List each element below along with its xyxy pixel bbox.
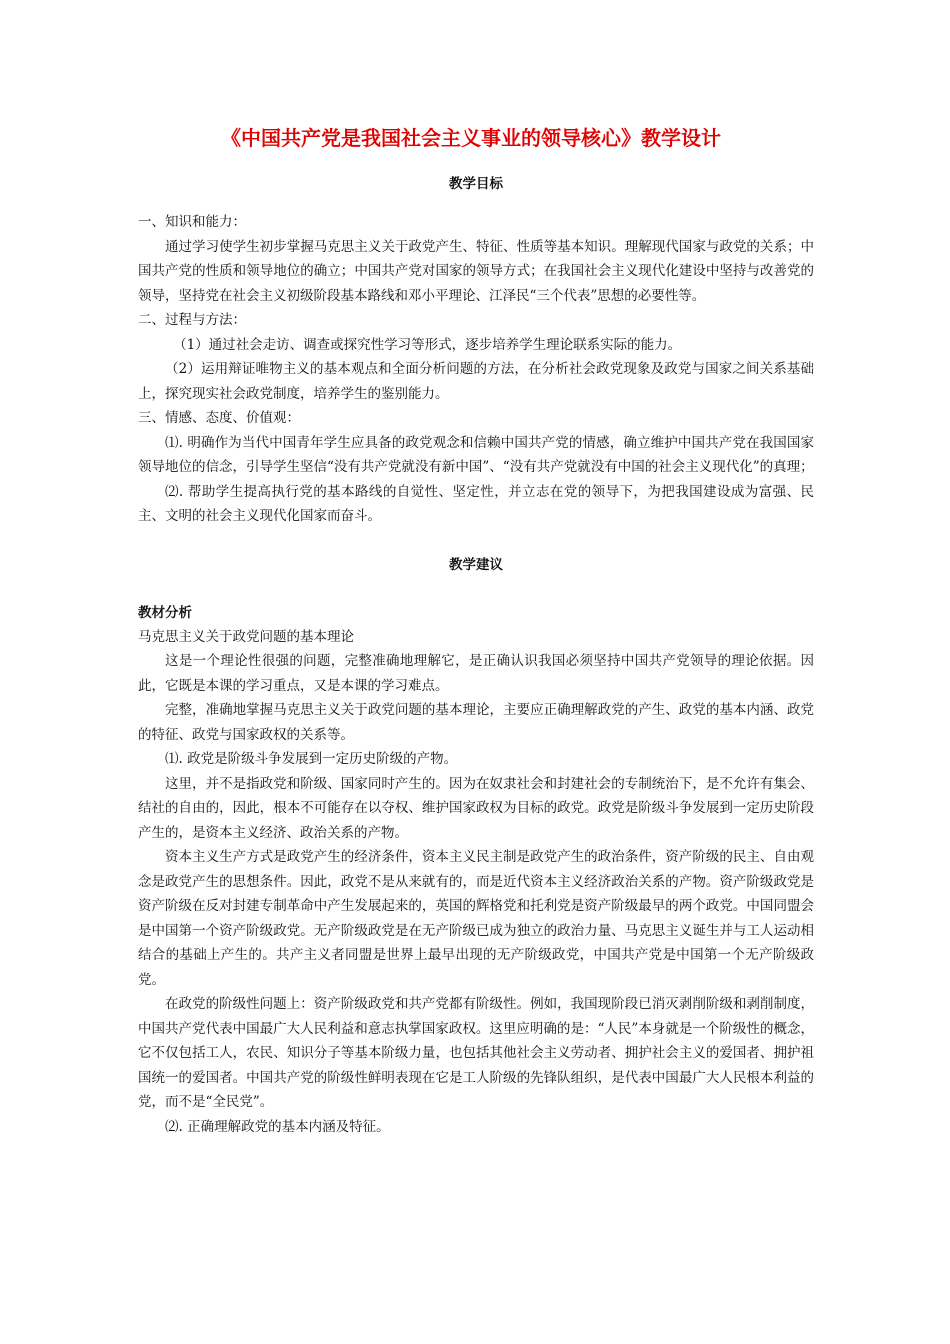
analysis-paragraph-3: 这里，并不是指政党和阶级、国家同时产生的。因为在奴隶社会和封建社会的专制统治下，是不允许有集会、结社的自由的，因此，根本不可能存在以夺权、维护国家政权为目标的政党。政党是阶级斗争发展到一定历史阶段产生的，是资本主义经济、政治关系的产物。 (138, 775, 814, 841)
document-title: 《中国共产党是我国社会主义事业的领导核心》教学设计 (221, 126, 721, 150)
objective-2-item-2: （2）运用辩证唯物主义的基本观点和全面分析问题的方法，在分析社会政党现象及政党与国家之间关系基础上，探究现实社会政党制度，培养学生的鉴别能力。 (138, 361, 814, 402)
analysis-point-1: ⑴. 政党是阶级斗争发展到一定历史阶级的产物。 (165, 751, 458, 767)
objective-2-heading: 二、过程与方法： (138, 312, 246, 328)
subheading-textbook-analysis: 教材分析 (138, 604, 192, 621)
objective-1-heading: 一、知识和能力： (138, 214, 246, 230)
analysis-paragraph-4: 资本主义生产方式是政党产生的经济条件，资本主义民主制是政党产生的政治条件，资产阶级的民主、自由观念是政党产生的思想条件。因此，政党不是从来就有的，而是近代资本主义经济政治关系的产物。资产阶级政党是资产阶级在反对封建专制革命中产生发展起来的，英国的辉格党和托利党是资产阶级最早的两个政党。中国同盟会是中国第一个资产阶级政党。无产阶级政党是在无产阶级已成为独立的政治力量、马克思主义诞生并与工人运动相结合的基础上产生的。共产主义者同盟是世界上最早出现的无产阶级政党，中国共产党是中国第一个无产阶级政党。 (138, 849, 814, 988)
objective-3-item-2: ⑵. 帮助学生提高执行党的基本路线的自觉性、坚定性，并立志在党的领导下，为把我国建设成为富强、民主、文明的社会主义现代化国家而奋斗。 (138, 483, 814, 524)
section-heading-teaching-objectives: 教学目标 (449, 176, 503, 192)
analysis-paragraph-5: 在政党的阶级性问题上：资产阶级政党和共产党都有阶级性。例如，我国现阶段已消灭剥削阶级和剥削制度，中国共产党代表中国最广大人民利益和意志执掌国家政权。这里应明确的是：“人民”本身就是一个阶级性的概念，它不仅包括工人，农民、知识分子等基本阶级力量，也包括其他社会主义劳动者、拥护社会主义的爱国者、拥护祖国统一的爱国者。中国共产党的阶级性鲜明表现在它是工人阶级的先锋队组织，是代表中国最广大人民根本利益的党，而不是“全民党”。 (138, 996, 814, 1110)
objective-1-body: 通过学习使学生初步掌握马克思主义关于政党产生、特征、性质等基本知识。理解现代国家与政党的关系；中国共产党的性质和领导地位的确立；中国共产党对国家的领导方式；在我国社会主义现代化建设中坚持与改善党的领导，坚持党在社会主义初级阶段基本路线和邓小平理论、江泽民“三个代表”思想的必要性等。 (138, 238, 814, 304)
analysis-paragraph-1: 这是一个理论性很强的问题，完整准确地理解它，是正确认识我国必须坚持中国共产党领导的理论依据。因此，它既是本课的学习重点，又是本课的学习难点。 (138, 653, 814, 694)
document-page (138, 118, 814, 1139)
analysis-point-2: ⑵. 正确理解政党的基本内涵及特征。 (165, 1118, 390, 1135)
objective-3-item-1: ⑴. 明确作为当代中国青年学生应具备的政党观念和信赖中国共产党的情感，确立维护中国共产党在我国国家领导地位的信念，引导学生坚信“没有共产党就没有新中国”、“没有共产党就没有中国的社会主义现代化”的真理； (138, 434, 814, 475)
analysis-paragraph-2: 完整，准确地掌握马克思主义关于政党问题的基本理论，主要应正确理解政党的产生、政党的基本内涵、政党的特征、政党与国家政权的关系等。 (138, 702, 814, 743)
objective-3-heading: 三、情感、态度、价值观： (138, 410, 300, 426)
section-heading-teaching-suggestions: 教学建议 (449, 556, 503, 573)
objective-2-item-1: （1）通过社会走访、调查或探究性学习等形式，逐步培养学生理论联系实际的能力。 (173, 336, 682, 353)
topic-line: 马克思主义关于政党问题的基本理论 (138, 628, 354, 645)
